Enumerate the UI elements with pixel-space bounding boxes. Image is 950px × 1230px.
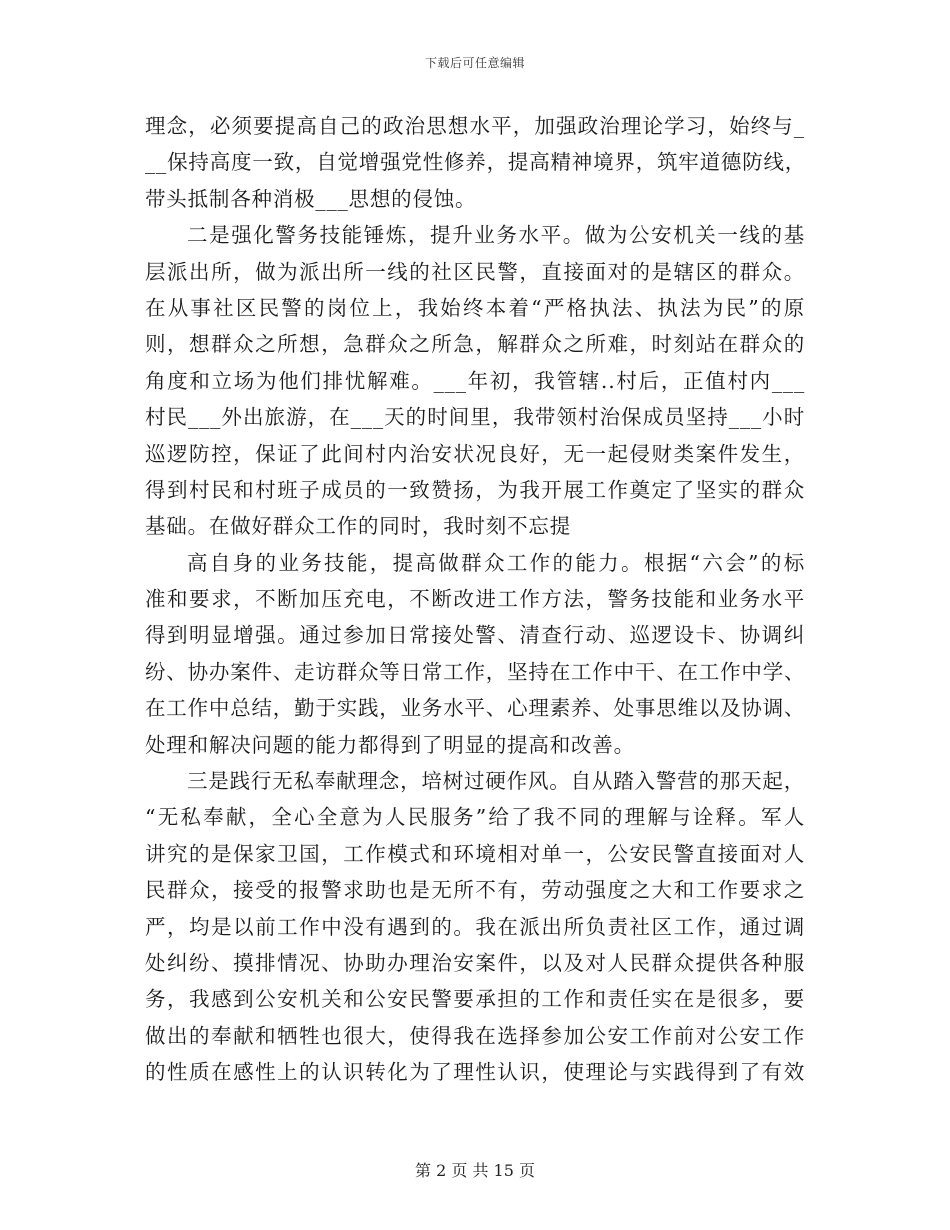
- text-line: 高自身的业务技能，提高做群众工作的能力。根据“六会”的标: [187, 550, 805, 575]
- text-line: 层派出所，做为派出所一线的社区民警，直接面对的是辖区的群众。: [145, 259, 805, 284]
- text-line: 在从事社区民警的岗位上，我始终本着“严格执法、执法为民”的原: [145, 295, 805, 320]
- text-line: 做出的奉献和牺牲也很大，使得我在选择参加公安工作前对公安工作: [145, 1023, 805, 1048]
- page-footer: 第 2 页 共 15 页: [415, 1161, 535, 1180]
- text-line: 处理和解决问题的能力都得到了明显的提高和改善。: [145, 732, 635, 757]
- text-line: 务，我感到公安机关和公安民警要承担的工作和责任实在是很多，要: [145, 987, 805, 1012]
- text-line: 角度和立场为他们排忧解难。___年初，我管辖..村后，正值村内___: [145, 368, 805, 393]
- page-header: 下载后可任意编辑: [424, 56, 525, 70]
- text-line: 讲究的是保家卫国，工作模式和环境相对单一，公安民警直接面对人: [145, 841, 805, 866]
- text-line: 在工作中总结，勤于实践，业务水平、心理素养、处事思维以及协调、: [145, 696, 806, 721]
- text-line: “无私奉献，全心全意为人民服务”给了我不同的理解与诠释。军人: [145, 805, 805, 830]
- text-line: 严，均是以前工作中没有遇到的。我在派出所负责社区工作，通过调: [145, 914, 805, 939]
- text-line: 理念，必须要提高自己的政治思想水平，加强政治理论学习，始终与_: [145, 114, 805, 138]
- text-line: 三是践行无私奉献理念，培树过硬作风。自从踏入警营的那天起，: [187, 769, 805, 794]
- text-line: 基础。在做好群众工作的同时，我时刻不忘提: [145, 514, 571, 539]
- text-line: 准和要求，不断加压充电，不断改进工作方法，警务技能和业务水平: [145, 587, 805, 612]
- text-line: 的性质在感性上的认识转化为了理性认识，使理论与实践得到了有效: [145, 1060, 805, 1085]
- text-line: 纷、协办案件、走访群众等日常工作，坚持在工作中干、在工作中学、: [145, 659, 806, 684]
- document-body: [145, 108, 805, 1091]
- text-line: __保持高度一致，自觉增强党性修养，提高精神境界，筑牢道德防线，: [145, 150, 807, 175]
- text-line: 得到明显增强。通过参加日常接处警、清查行动、巡逻设卡、协调纠: [145, 623, 805, 648]
- text-line: 民群众，接受的报警求助也是无所不有，劳动强度之大和工作要求之: [145, 878, 805, 903]
- text-line: 二是强化警务技能锤炼，提升业务水平。做为公安机关一线的基: [187, 223, 805, 248]
- text-line: 村民___外出旅游，在___天的时间里，我带领村治保成员坚持___小时: [145, 405, 805, 430]
- text-line: 处纠纷、摸排情况、协助办理治安案件，以及对人民群众提供各种服: [145, 950, 805, 975]
- text-line: 巡逻防控，保证了此间村内治安状况良好，无一起侵财类案件发生，: [145, 441, 805, 466]
- text-line: 得到村民和村班子成员的一致赞扬，为我开展工作奠定了坚实的群众: [145, 477, 805, 502]
- text-line: 带头抵制各种消极___思想的侵蚀。: [145, 186, 477, 211]
- text-line: 则，想群众之所想，急群众之所急，解群众之所难，时刻站在群众的: [145, 332, 805, 357]
